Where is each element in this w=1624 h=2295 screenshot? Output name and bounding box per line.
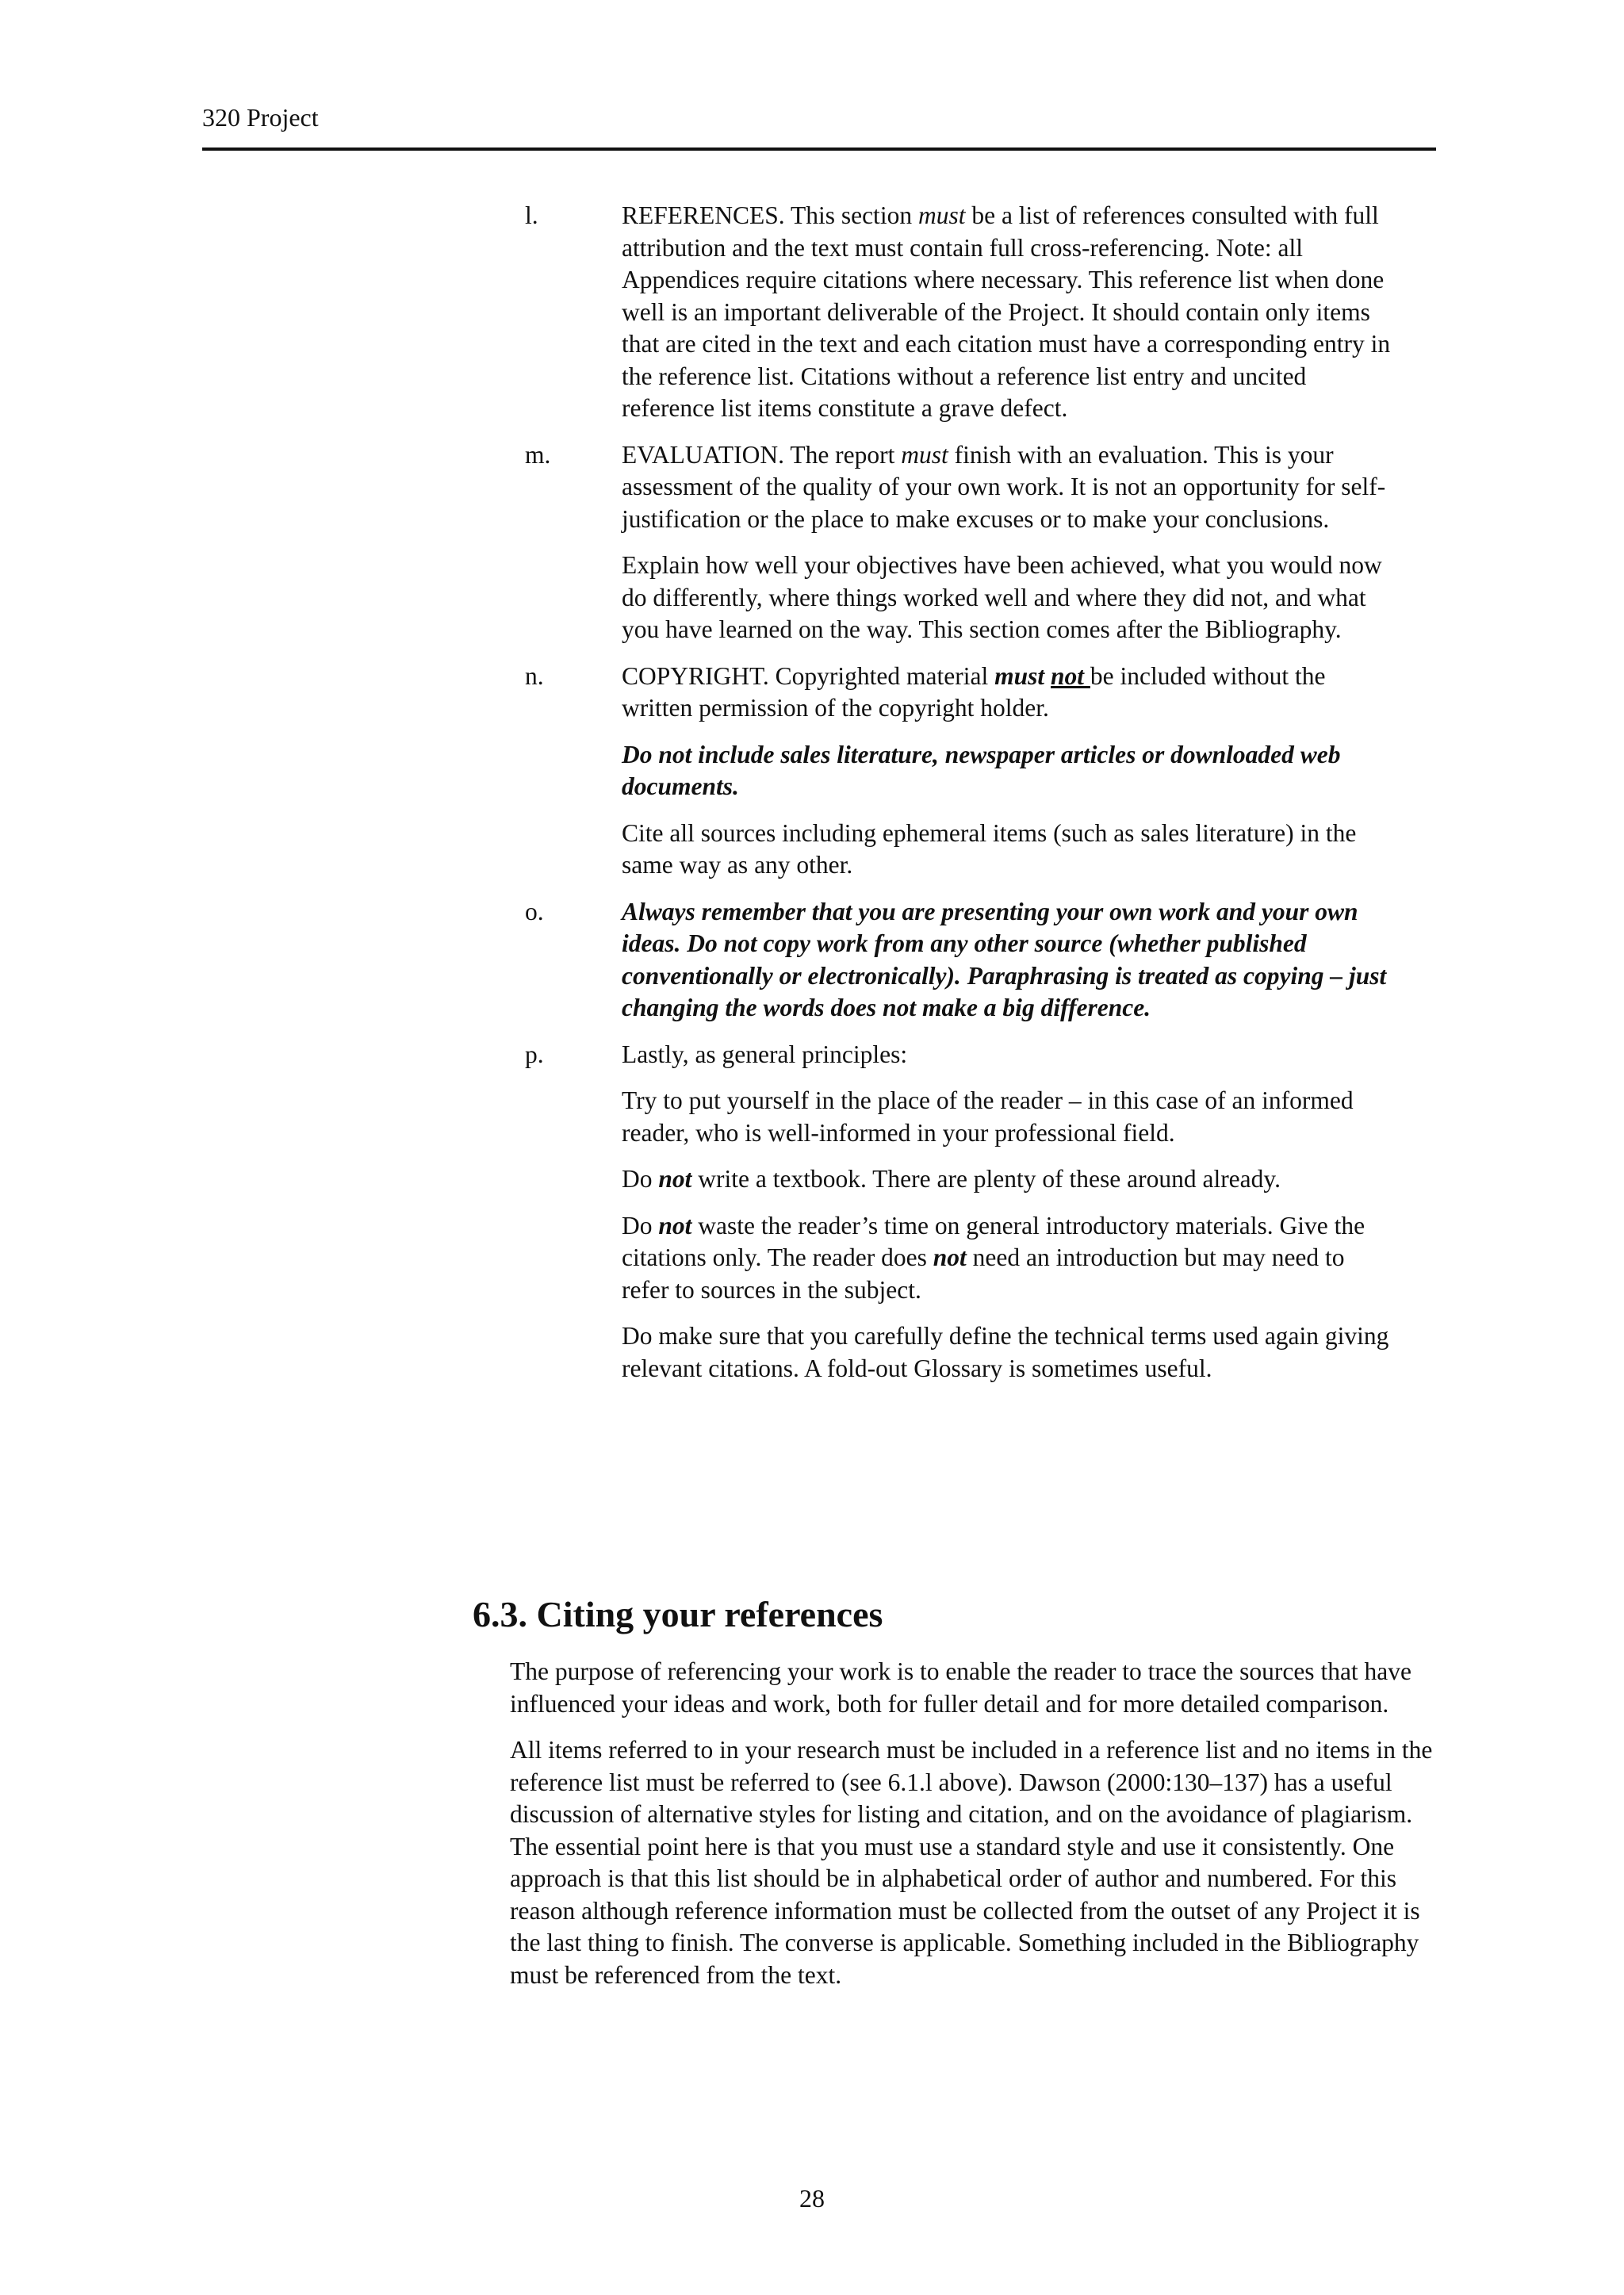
list-paragraph xyxy=(622,200,1397,425)
text-run: REFERENCES. This section xyxy=(622,201,918,229)
list-paragraph: Do make sure that you carefully define the technical terms used again giving relevant citations. A fold-out Glossary is sometimes useful. xyxy=(622,1322,1389,1382)
emphasis: must xyxy=(917,201,966,229)
text-run: write a textbook. There are plenty of these around already. xyxy=(691,1165,1281,1193)
text-run: finish with an evaluation. This is your assessment of the quality of your own work. It is not an opportunity for self-justification or the place to make excuses or to make your conclusions. xyxy=(622,440,1386,533)
section-paragraph: The purpose of referencing your work is to enable the reader to trace the sources that have influenced your ideas and work, both for fuller detail and for more detailed comparison. xyxy=(510,1657,1412,1718)
emphasis: not xyxy=(658,1165,692,1193)
text-run: be a list of references consulted with full attribution and the text must contain full cross-referencing. Note: all Appendices require citations where necessary. This reference list when done well is an important deliverable of the Project. It should contain only items that are cited in the text and each citation must have a corresponding entry in the reference list. Citations without a reference list entry and uncited reference list items constitute a grave defect. xyxy=(622,201,1391,422)
emphasis: must xyxy=(994,661,1045,690)
list-paragraph: Try to put yourself in the place of the reader – in this case of an informed reader, who is well-informed in your professional field. xyxy=(622,1086,1354,1147)
text-run: waste the reader’s time on general introductory materials. Give the citations only. The reader does xyxy=(622,1211,1365,1271)
list-item-copyright xyxy=(525,661,1397,882)
emphasis: not xyxy=(933,1243,967,1271)
list-paragraph-emphasis: Always remember that you are presenting your own work and your own ideas. Do not copy work from any other source (whether published conventionally or electronically). Paraphrasing is treated as copying – just changing the words does not make a big difference. xyxy=(622,897,1387,1021)
section-paragraph: All items referred to in your research must be included in a reference list and no items in the reference list must be referred to (see 6.1.l above). Dawson (2000:130–137) has a useful discussion of alternative styles for listing and citation, and on the avoidance of plagiarism. The essential point here is that you must use a standard style and use it consistently. One approach is that this list should be in alphabetical order of author and numbered. For this reason although reference information must be collected from the outset of any Project it is the last thing to finish. The converse is applicable. Something included in the Bibliography must be referenced from the text. xyxy=(510,1736,1433,1989)
requirements-list xyxy=(525,200,1397,1399)
list-paragraph xyxy=(622,439,1397,536)
emphasis: not xyxy=(658,1211,692,1239)
list-paragraph: Explain how well your objectives have been achieved, what you would now do differently, where things worked well and where they did not, and what you have learned on the way. This section comes after the Bibliography. xyxy=(622,551,1382,643)
text-run: Do xyxy=(622,1211,659,1239)
list-paragraph xyxy=(622,661,1397,725)
list-marker: o. xyxy=(525,897,544,925)
list-paragraph xyxy=(622,1210,1397,1307)
text-run: be included without the written permission of the copyright holder. xyxy=(622,661,1326,722)
section-heading: 6.3. Citing your references xyxy=(473,1594,883,1634)
running-header: 320 Project xyxy=(202,103,319,132)
list-item-references xyxy=(525,200,1397,425)
list-paragraph-emphasis: Do not include sales literature, newspaper articles or downloaded web documents. xyxy=(622,740,1341,800)
list-item-principles xyxy=(525,1039,1397,1385)
section-body xyxy=(510,1656,1438,2006)
list-paragraph: Lastly, as general principles: xyxy=(622,1040,908,1068)
text-run: EVALUATION. The report xyxy=(622,440,902,469)
list-marker: l. xyxy=(525,201,538,229)
list-marker: m. xyxy=(525,440,551,469)
list-item-originality xyxy=(525,896,1397,1025)
list-paragraph: Cite all sources including ephemeral items (such as sales literature) in the same way as any other. xyxy=(622,818,1357,879)
header-rule xyxy=(202,148,1436,151)
text-run: need an introduction but may need to refer to sources in the subject. xyxy=(622,1243,1345,1304)
list-marker: n. xyxy=(525,661,544,690)
list-marker: p. xyxy=(525,1040,544,1068)
list-item-evaluation xyxy=(525,439,1397,646)
list-paragraph xyxy=(622,1163,1397,1196)
emphasis-underlined: not xyxy=(1051,661,1090,690)
page-number: 28 xyxy=(799,2184,825,2213)
text-run: COPYRIGHT. Copyrighted material xyxy=(622,661,995,690)
emphasis: must xyxy=(901,440,948,469)
text-run: Do xyxy=(622,1165,659,1193)
